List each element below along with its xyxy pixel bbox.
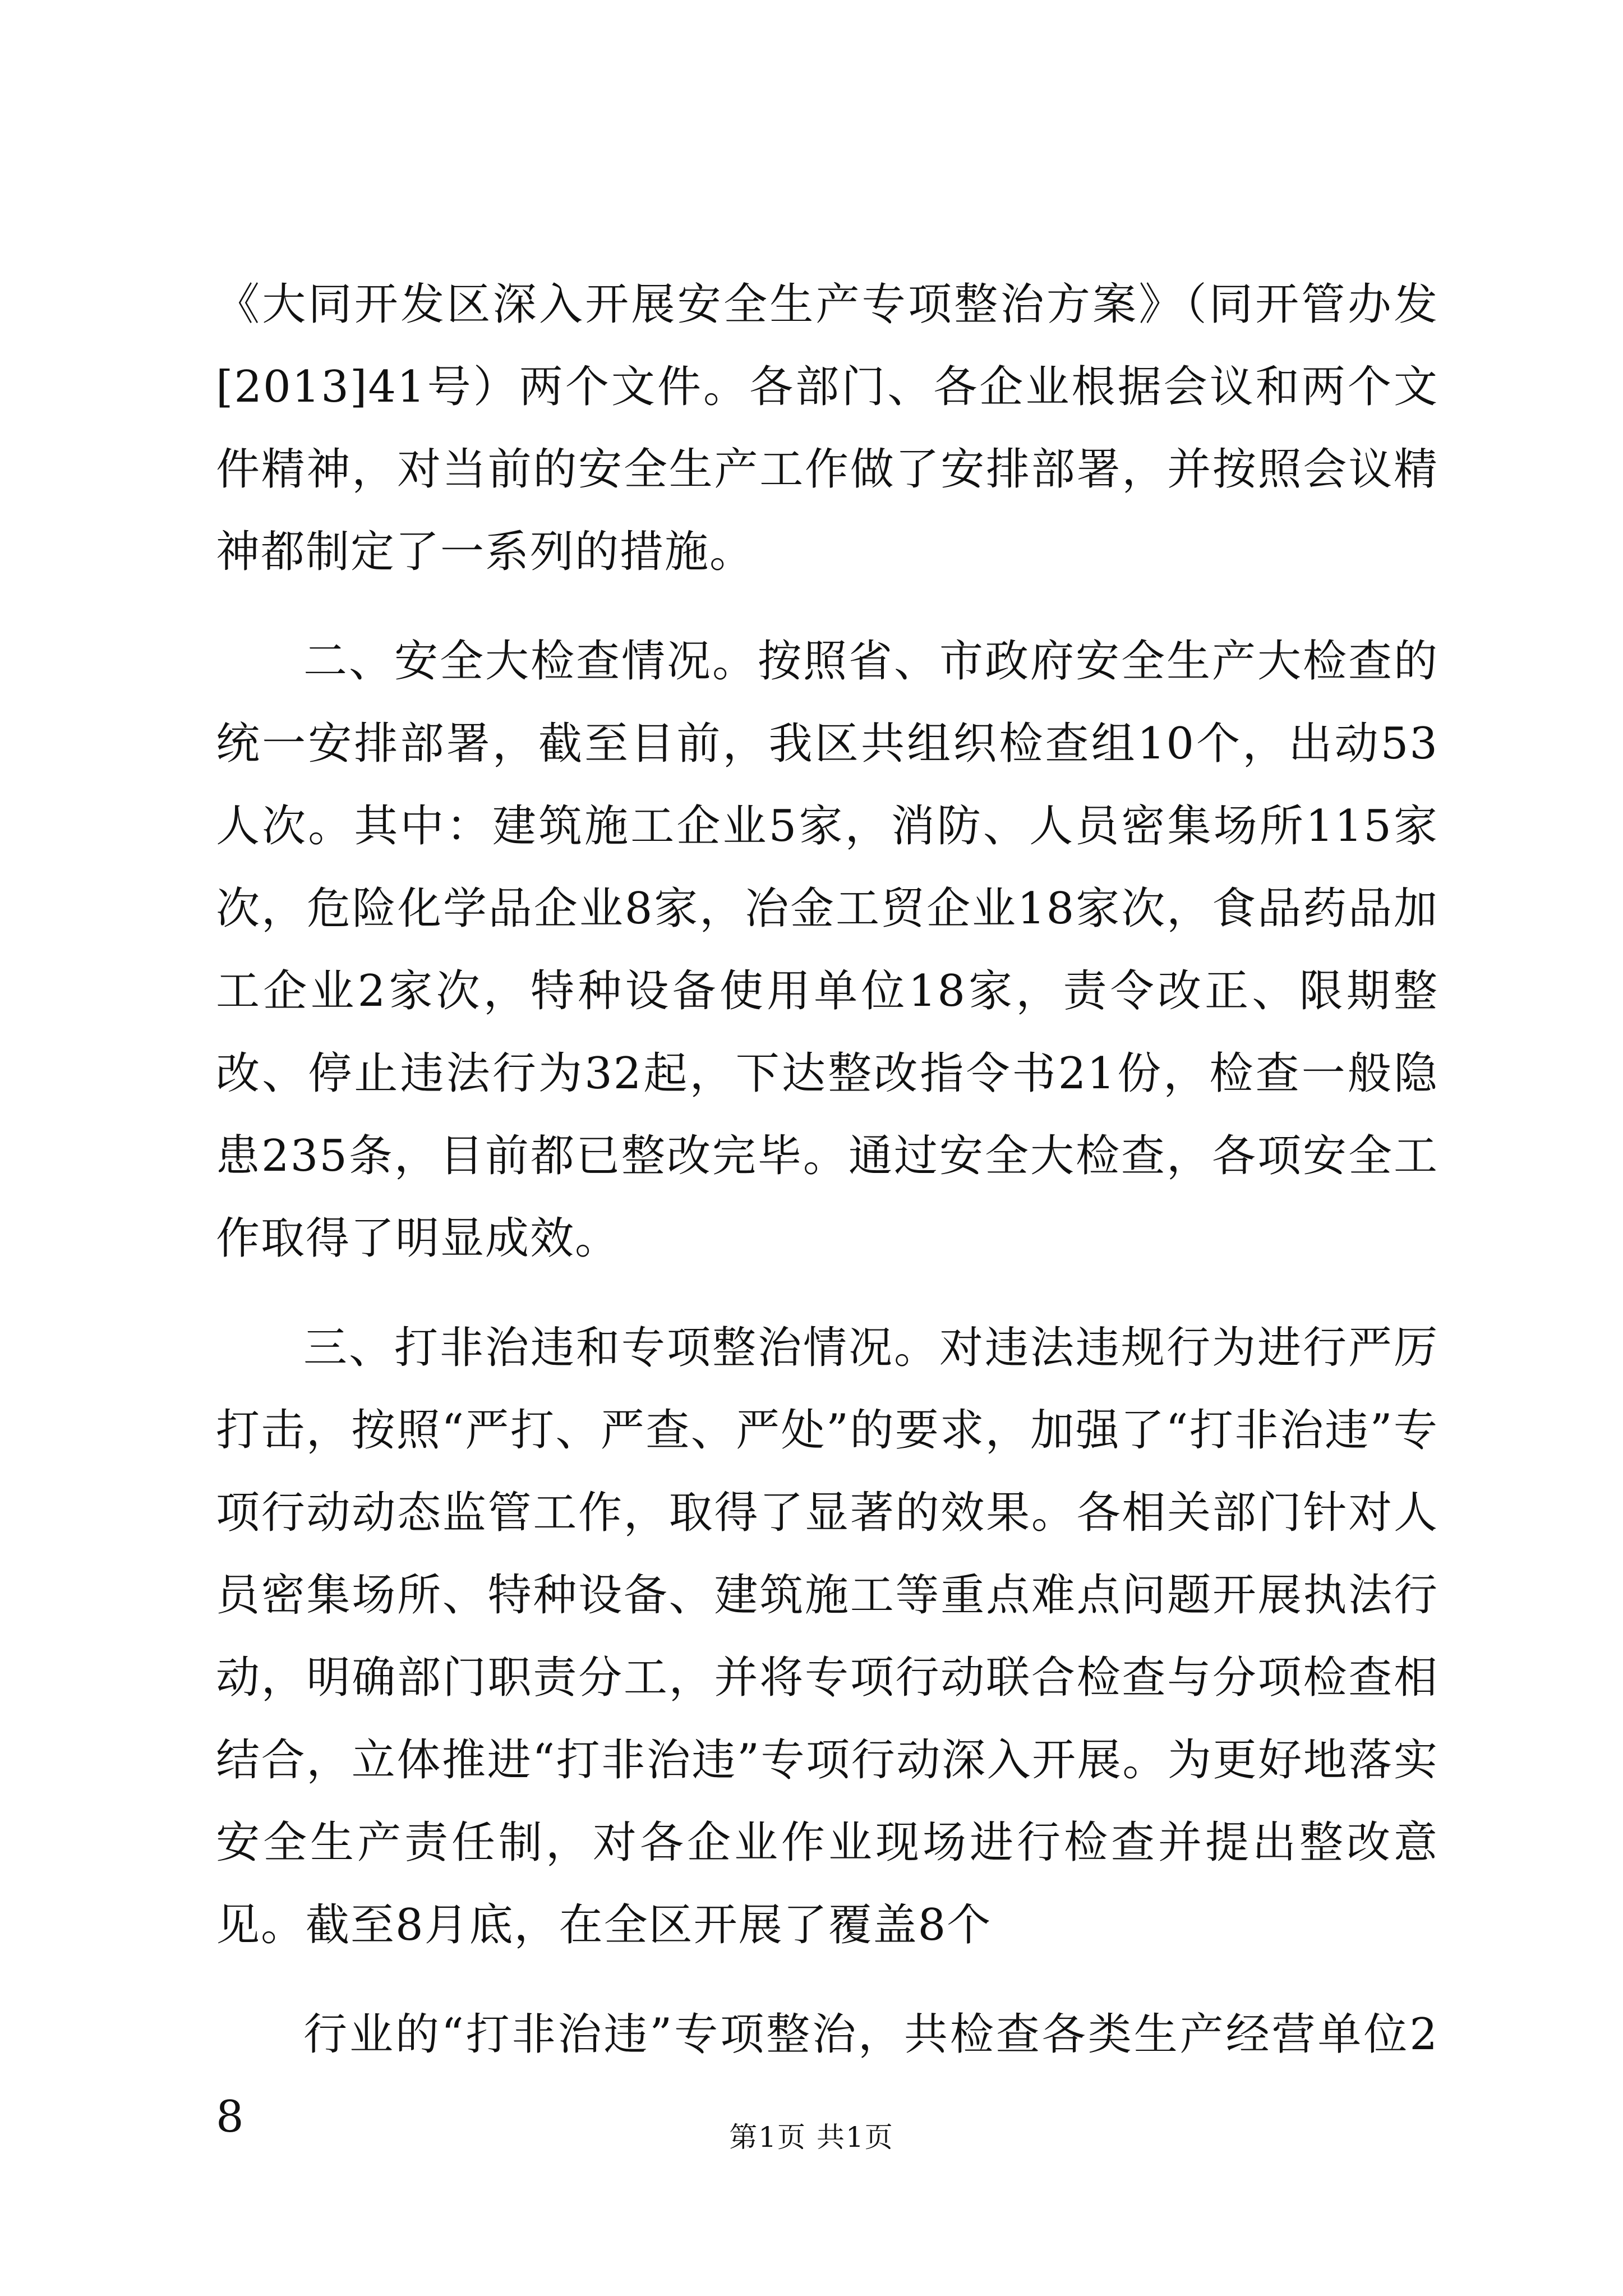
paragraph-special-rectification: 三、打非治违和专项整治情况。对违法违规行为进行严厉打击，按照“严打、严查、严处”的要求，加强了“打非治违”专项行动动态监管工作，取得了显著的效果。各相关部门针对人员密集场所、特种设备、建筑施工等重点难点问题开展执法行动，明确部门职责分工，并将专项行动联合检查与分项检查相结合，立体推进“打非治违”专项行动深入开展。为更好地落实安全生产责任制，对各企业作业现场进行检查并提出整改意见。截至8月底，在全区开展了覆盖8个 xyxy=(216,1323,1438,1950)
paragraph-safety-inspection: 二、安全大检查情况。按照省、市政府安全生产大检查的统一安排部署，截至目前，我区共组织检查组10个，出动53人次。其中：建筑施工企业5家，消防、人员密集场所115家次，危险化学品企业8家，冶金工贸企业18家次，食品药品加工企业2家次，特种设备使用单位18家，责令改正、限期整改、停止违法行为32起，下达整改指令书21份，检查一般隐患235条，目前都已整改完毕。通过安全大检查，各项安全工作取得了明显成效。 xyxy=(216,636,1438,1264)
page-footer: 第1页 共1页 xyxy=(729,2121,894,2154)
paragraph-industry-rectification: 行业的“打非治违”专项整治，共检查各类生产经营单位28 xyxy=(216,2009,1438,2142)
document-body xyxy=(216,264,1438,2159)
paragraph-intro-continuation: 《大同开发区深入开展安全生产专项整治方案》（同开管办发[2013]41号）两个文件。各部门、各企业根据会议和两个文件精神，对当前的安全生产工作做了安排部署，并按照会议精神都制定了一系列的措施。 xyxy=(216,279,1438,577)
